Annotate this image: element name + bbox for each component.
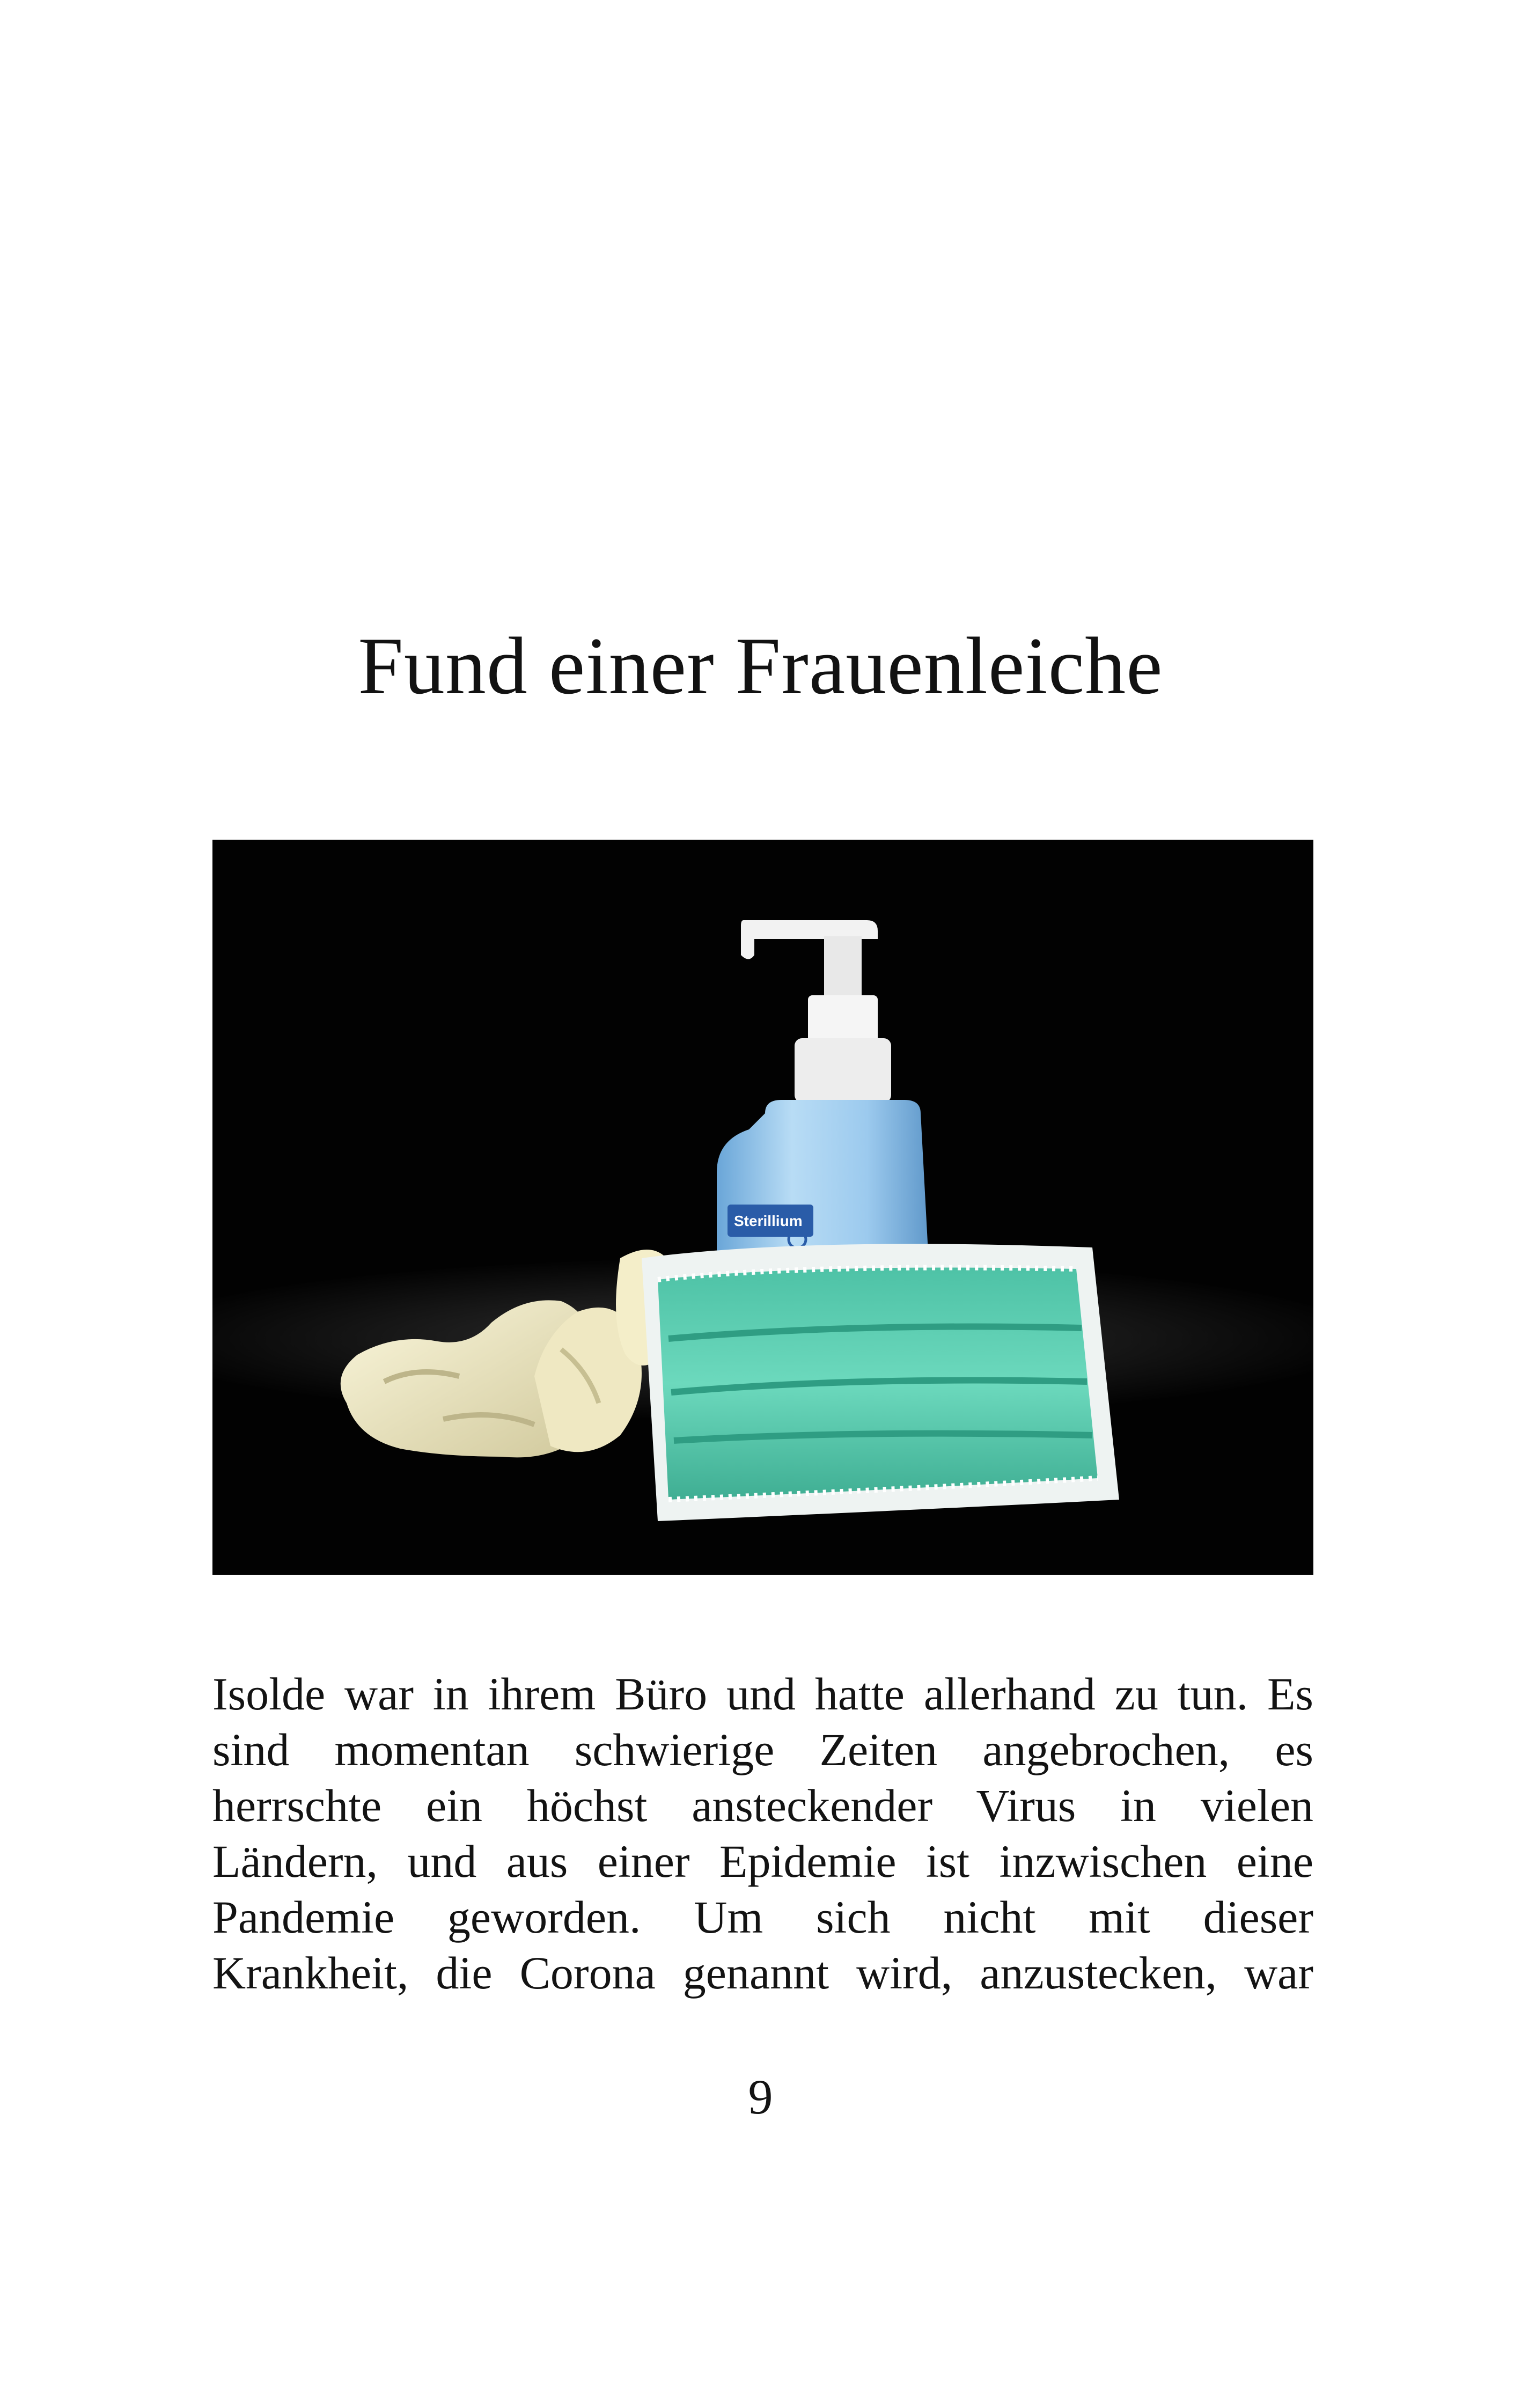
body-line: Ländern, und aus einer Epidemie ist inzwischen eine [212, 1836, 1313, 1887]
chapter-title: Fund einer Frauenleiche [358, 621, 1163, 711]
bottle-label: Sterillium [734, 1213, 803, 1229]
body-line: Isolde war in ihrem Büro und hatte allerhand zu tun. Es [212, 1668, 1313, 1720]
page-number: 9 [748, 2069, 773, 2124]
body-line: Krankheit, die Corona genannt wird, anzustecken, war [212, 1947, 1313, 1999]
body-line: herrschte ein höchst ansteckender Virus in vielen [212, 1780, 1313, 1831]
body-paragraph [212, 1666, 1313, 2001]
chapter-photo [212, 840, 1313, 1575]
surgical-mask-icon [642, 1244, 1119, 1521]
body-line: Pandemie geworden. Um sich nicht mit dieser [212, 1891, 1313, 1943]
body-line: sind momentan schwierige Zeiten angebrochen, es [212, 1724, 1313, 1775]
